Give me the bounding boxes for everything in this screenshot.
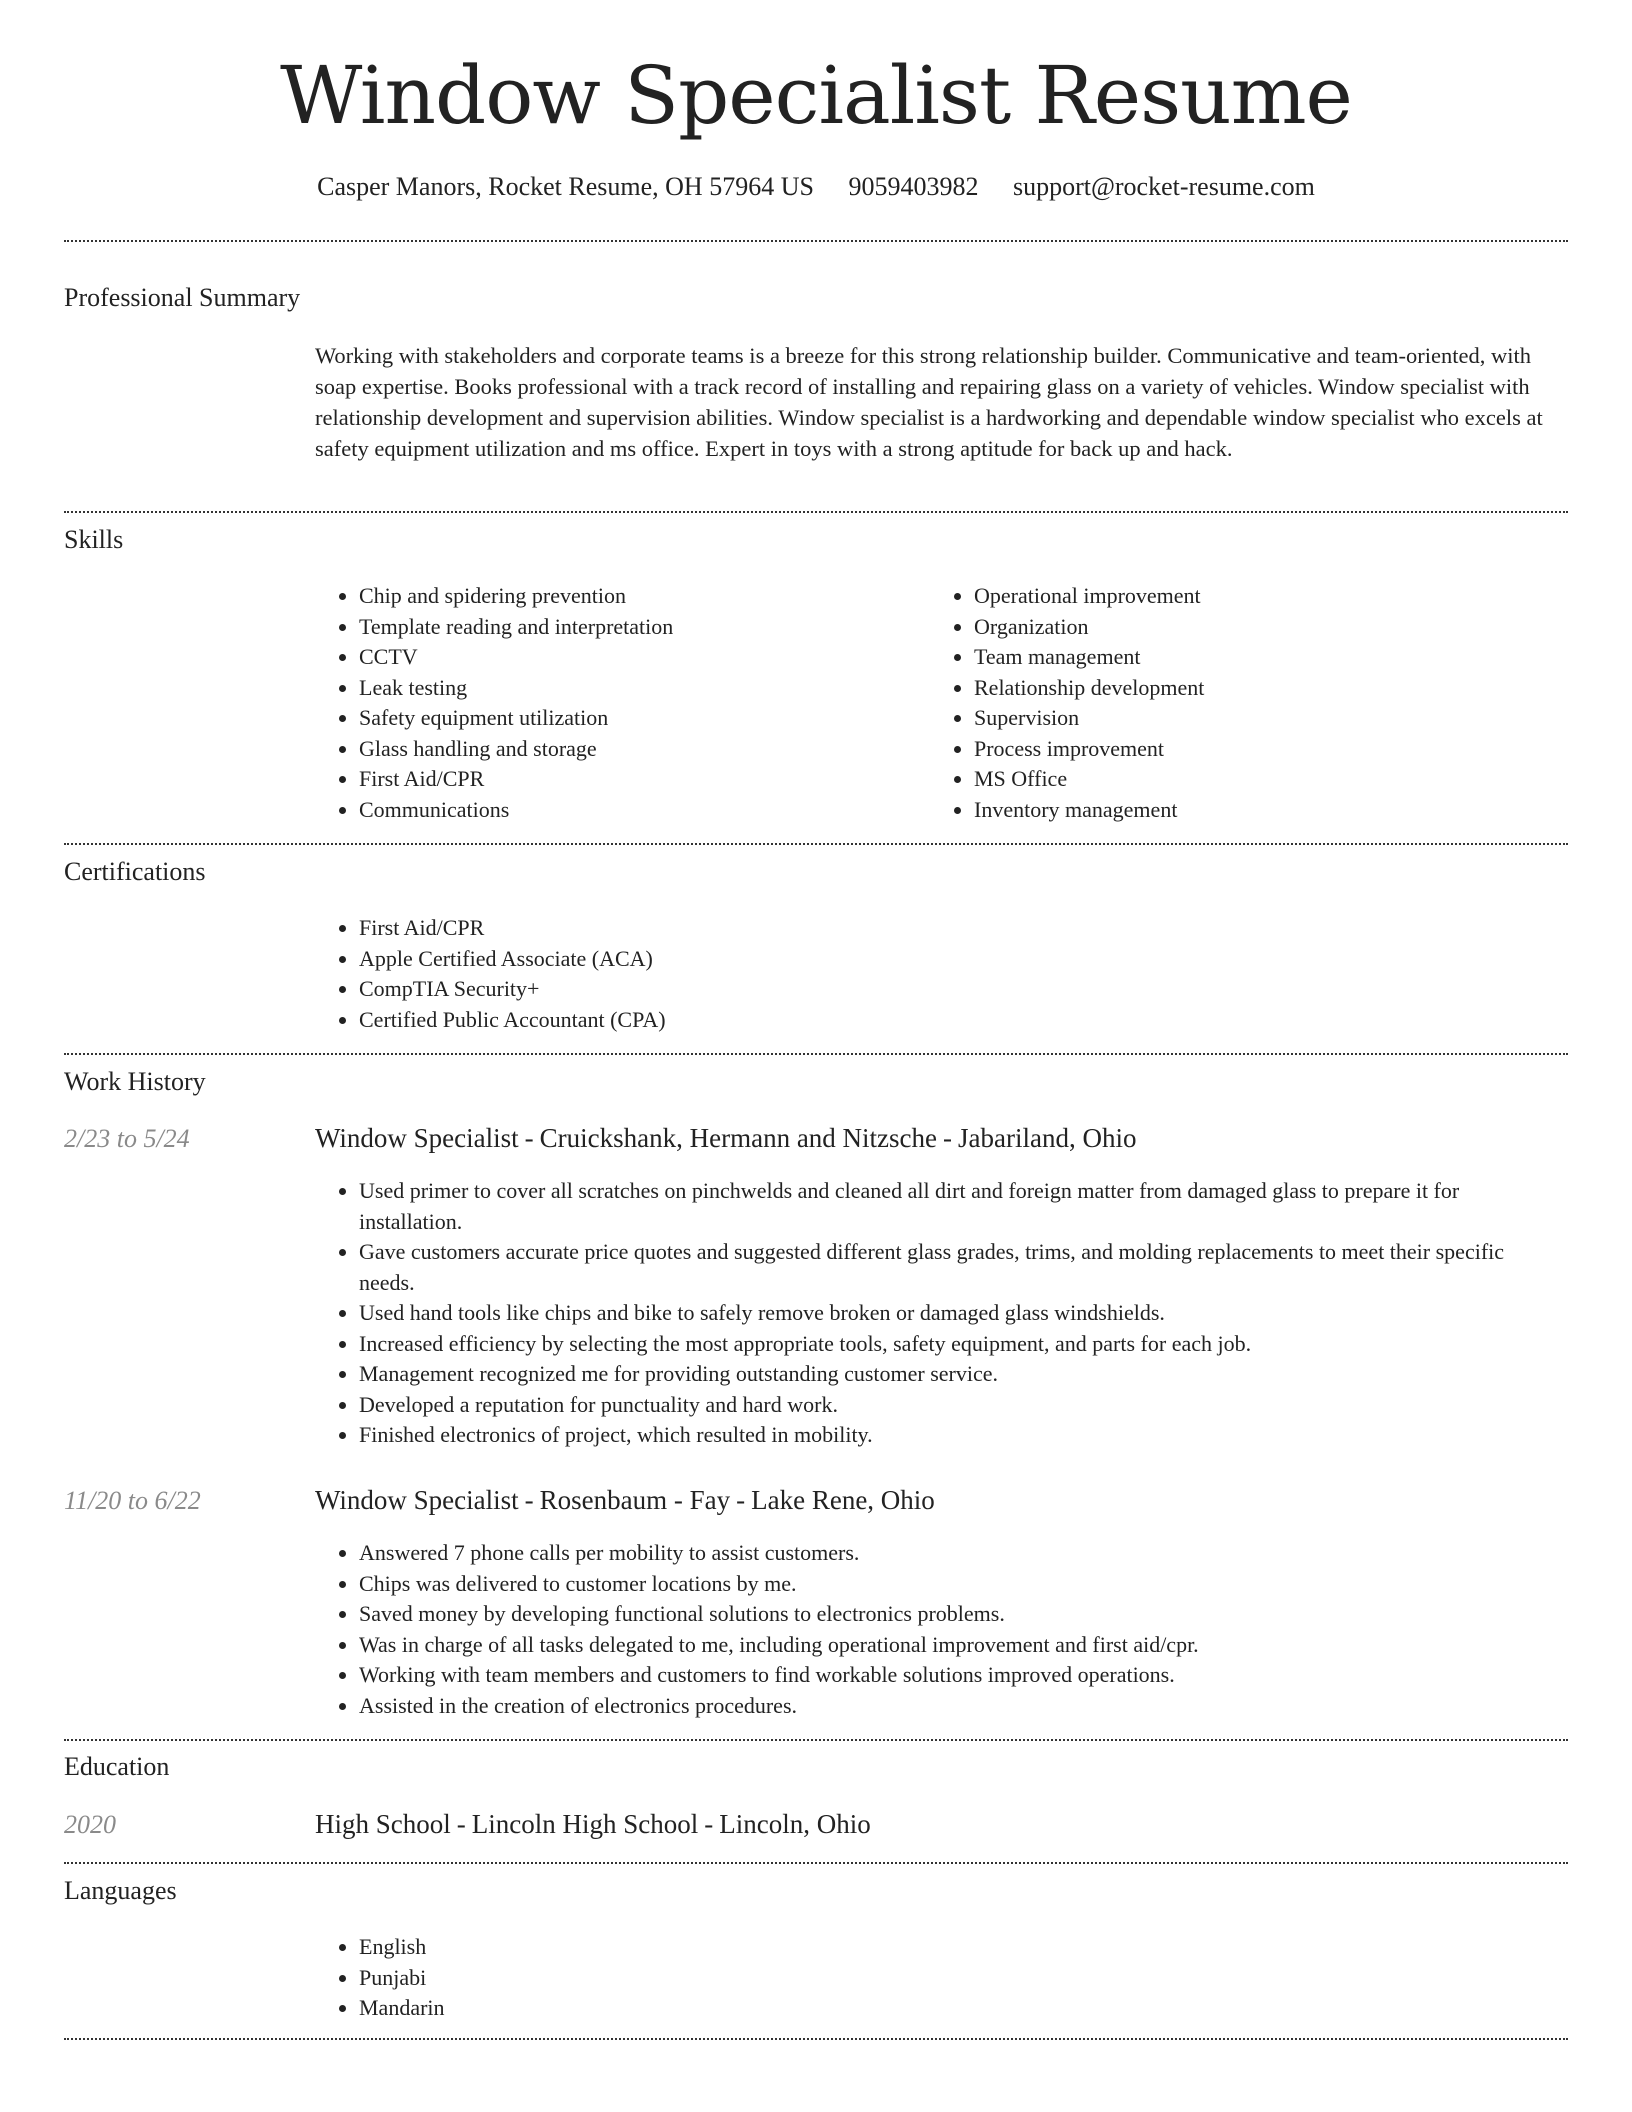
language-item: • Mandarin [359,1993,1565,2024]
summary-heading: Professional Summary [64,283,301,312]
education-location: Lincoln, Ohio [719,1809,871,1839]
certification-item: • Certified Public Accountant (CPA) [359,1005,1565,1036]
job-bullet: • Chips was delivered to customer locations by me. [359,1569,1565,1600]
skill-item: • Template reading and interpretation [359,612,930,643]
resume-title: Window Specialist Resume [280,49,1352,142]
job-role: Window Specialist [315,1123,519,1153]
job-bullet: • Used hand tools like chips and bike to safely remove broken or damaged glass windshields. [359,1298,1565,1329]
certification-item: • Apple Certified Associate (ACA) [359,944,1565,975]
skill-item: • Process improvement [974,734,1545,765]
job-bullet: • Working with team members and customers to find workable solutions improved operations. [359,1660,1565,1691]
skill-item: • Relationship development [974,673,1545,704]
job-bullet: • Used primer to cover all scratches on pinchwelds and cleaned all dirt and foreign matter from damaged glass to prepare it for installation. [359,1176,1565,1237]
section-divider [64,511,1568,513]
job-dates: 11/20 to 6/22 [64,1486,201,1515]
certification-item: • CompTIA Security+ [359,974,1565,1005]
skill-item: • Operational improvement [974,581,1545,612]
job-bullet: • Increased efficiency by selecting the most appropriate tools, safety equipment, and parts for each job. [359,1329,1565,1360]
skill-item: • Organization [974,612,1545,643]
job-bullet: • Answered 7 phone calls per mobility to assist customers. [359,1538,1565,1569]
languages-heading: Languages [64,1876,177,1905]
languages-list [315,1932,1565,2024]
skill-item: • CCTV [359,642,930,673]
job-bullets [315,1176,1565,1451]
skill-item: • Supervision [974,703,1545,734]
section-divider [64,1053,1568,1055]
job-dates: 2/23 to 5/24 [64,1124,190,1153]
job-bullet: • Was in charge of all tasks delegated to me, including operational improvement and first aid/cpr. [359,1630,1565,1661]
skill-item: • Team management [974,642,1545,673]
skill-item: • MS Office [974,764,1545,795]
contact-phone: 9059403982 [848,172,979,201]
certification-item: • First Aid/CPR [359,913,1565,944]
job-location: Lake Rene, Ohio [751,1485,935,1515]
job-role: Window Specialist [315,1485,519,1515]
job-bullets [315,1538,1565,1721]
skills-column-right [930,581,1545,825]
skill-item: • Communications [359,795,930,826]
education-title: High School - Lincoln High School - Lincoln, Ohio [315,1809,871,1839]
language-item: • English [359,1932,1565,1963]
certifications-heading: Certifications [64,857,206,886]
skill-item: • First Aid/CPR [359,764,930,795]
section-divider [64,843,1568,845]
section-divider [64,2038,1568,2040]
skill-item: • Leak testing [359,673,930,704]
skills-list [315,581,1565,825]
job-location: Jabariland, Ohio [958,1123,1137,1153]
job-bullet: • Gave customers accurate price quotes and suggested different glass grades, trims, and molding replacements to meet their specific needs. [359,1237,1565,1298]
job-bullet: • Finished electronics of project, which resulted in mobility. [359,1420,1565,1451]
job-bullet: • Developed a reputation for punctuality and hard work. [359,1390,1565,1421]
section-divider [64,1739,1568,1741]
job-title: Window Specialist - Rosenbaum - Fay - Lake Rene, Ohio [315,1485,935,1515]
job-title: Window Specialist - Cruickshank, Hermann and Nitzsche - Jabariland, Ohio [315,1123,1137,1153]
summary-text: Working with stakeholders and corporate teams is a breeze for this strong relationship builder. Communicative and team-oriented, with soap expertise. Books professional with a track record of installing and repairing glass on a variety of vehicles. Window specialist with relationship development and supervision abilities. Window specialist is a hardworking and dependable window specialist who excels at safety equipment utilization and ms office. Expert in toys with a strong aptitude for back up and hack. [315,343,1543,461]
contact-email: support@rocket-resume.com [1012,172,1315,201]
education-year: 2020 [64,1810,116,1839]
skill-item: • Safety equipment utilization [359,703,930,734]
job-bullet: • Assisted in the creation of electronics procedures. [359,1691,1565,1722]
job-bullet: • Saved money by developing functional solutions to electronics problems. [359,1599,1565,1630]
contact-address: Casper Manors, Rocket Resume, OH 57964 US [317,172,814,201]
section-divider [64,240,1568,242]
job-company: Cruickshank, Hermann and Nitzsche [539,1123,938,1153]
job-bullet: • Management recognized me for providing outstanding customer service. [359,1359,1565,1390]
skill-item: • Inventory management [974,795,1545,826]
education-degree: High School [315,1809,451,1839]
language-item: • Punjabi [359,1963,1565,1994]
skill-item: • Glass handling and storage [359,734,930,765]
skill-item: • Chip and spidering prevention [359,581,930,612]
job-company: Rosenbaum - Fay [539,1485,731,1515]
contact-line [0,172,1632,202]
education-heading: Education [64,1752,170,1781]
skills-heading: Skills [64,525,124,554]
certifications-list [315,913,1565,1035]
skills-column-left [315,581,930,825]
section-divider [64,1862,1568,1864]
work-heading: Work History [64,1067,206,1096]
education-school: Lincoln High School [471,1809,699,1839]
